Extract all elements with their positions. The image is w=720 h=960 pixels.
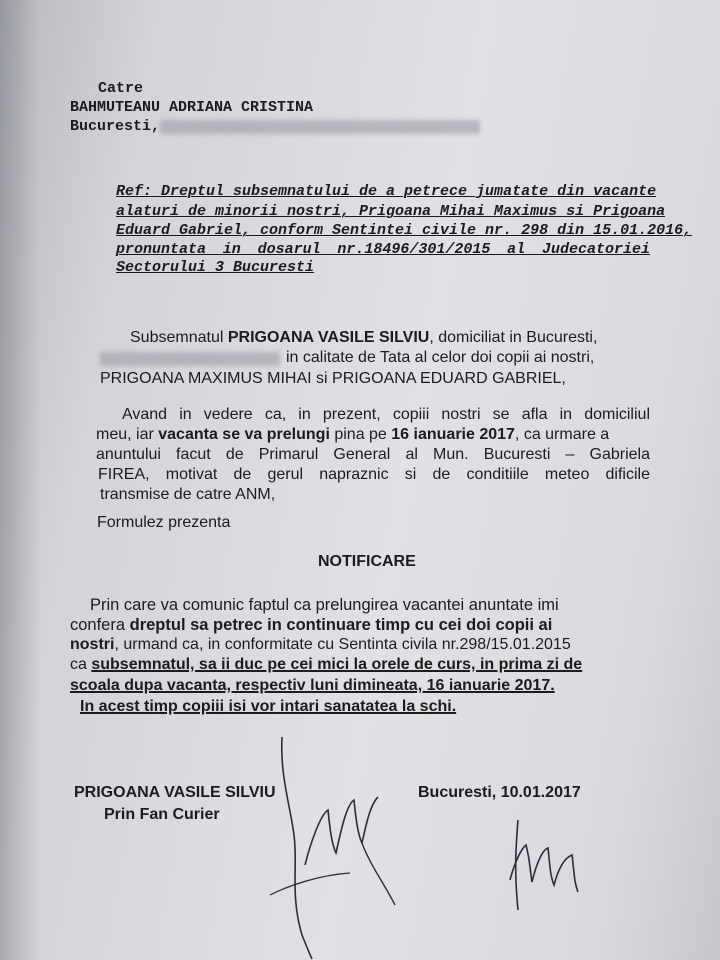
sender-name-inline: PRIGOANA VASILE SILVIU bbox=[227, 329, 430, 346]
para3-line-5: scoala dupa vacanta, respectiv luni dimineata, 16 ianuarie 2017. bbox=[70, 677, 555, 694]
recipient-name: BAHMUTEANU ADRIANA CRISTINA bbox=[70, 99, 314, 116]
recipient-city: Bucuresti, bbox=[70, 118, 161, 135]
handwritten-signature-right bbox=[500, 810, 590, 920]
para3-line-2: confera dreptul sa petrec in continuare timp cu cei doi copii ai bbox=[70, 616, 553, 634]
para1-line-2: in calitate de Tata al celor doi copii ai nostri, bbox=[286, 349, 595, 366]
redacted-street bbox=[100, 352, 280, 366]
para3-line-6: In acest timp copiii isi vor intari sanatatea la schi. bbox=[80, 698, 457, 715]
reference-line-5: Sectorului 3 Bucuresti bbox=[116, 259, 315, 276]
redacted-address bbox=[160, 120, 480, 134]
handwritten-signature-left bbox=[250, 735, 400, 960]
para2-line-3: anuntului facut de Primarul General al Mun. Bucuresti – Gabriela bbox=[96, 446, 650, 463]
reference-line-4: pronuntata in dosarul nr.18496/301/2015 al Judecatoriei bbox=[116, 241, 650, 258]
para2-line-1: Avand in vedere ca, in prezent, copiii nostri se afla in domiciliul bbox=[122, 406, 650, 423]
para3-line-3: nostri, urmand ca, in conformitate cu Sentinta civila nr.298/15.01.2015 bbox=[70, 636, 571, 653]
para3-line-1: Prin care va comunic faptul ca prelungirea vacantei anuntate imi bbox=[90, 596, 559, 614]
para2-line-4: FIREA, motivat de gerul napraznic si de conditiile meteo dificile bbox=[98, 466, 650, 483]
sender-name: PRIGOANA VASILE SILVIU bbox=[74, 784, 276, 801]
para2-line-2: meu, iar vacanta se va prelungi pina pe 16 ianuarie 2017, ca urmare a bbox=[96, 426, 610, 443]
para3-line-4: ca subsemnatul, sa ii duc pe cei mici la orele de curs, in prima zi de bbox=[70, 656, 583, 673]
para1-line-1: Subsemnatul PRIGOANA VASILE SILVIU, domiciliat in Bucuresti, bbox=[130, 329, 598, 346]
reference-line-2: alaturi de minorii nostri, Prigoana Mihai Maximus si Prigoana bbox=[116, 203, 666, 220]
to-label: Catre bbox=[98, 80, 144, 97]
place-date: Bucuresti, 10.01.2017 bbox=[418, 784, 581, 801]
para2-line-5: transmise de catre ANM, bbox=[100, 486, 276, 503]
delivery-method: Prin Fan Curier bbox=[104, 806, 220, 823]
formulez-line: Formulez prezenta bbox=[97, 514, 231, 531]
reference-line-1: Ref: Dreptul subsemnatului de a petrece jumatate din vacante bbox=[116, 183, 657, 200]
para1-line-3: PRIGOANA MAXIMUS MIHAI si PRIGOANA EDUARD GABRIEL, bbox=[100, 370, 566, 387]
notice-title: NOTIFICARE bbox=[318, 553, 416, 570]
reference-line-3: Eduard Gabriel, conform Sentintei civile nr. 298 din 15.01.2016, bbox=[116, 222, 693, 239]
page-shadow bbox=[0, 0, 40, 960]
